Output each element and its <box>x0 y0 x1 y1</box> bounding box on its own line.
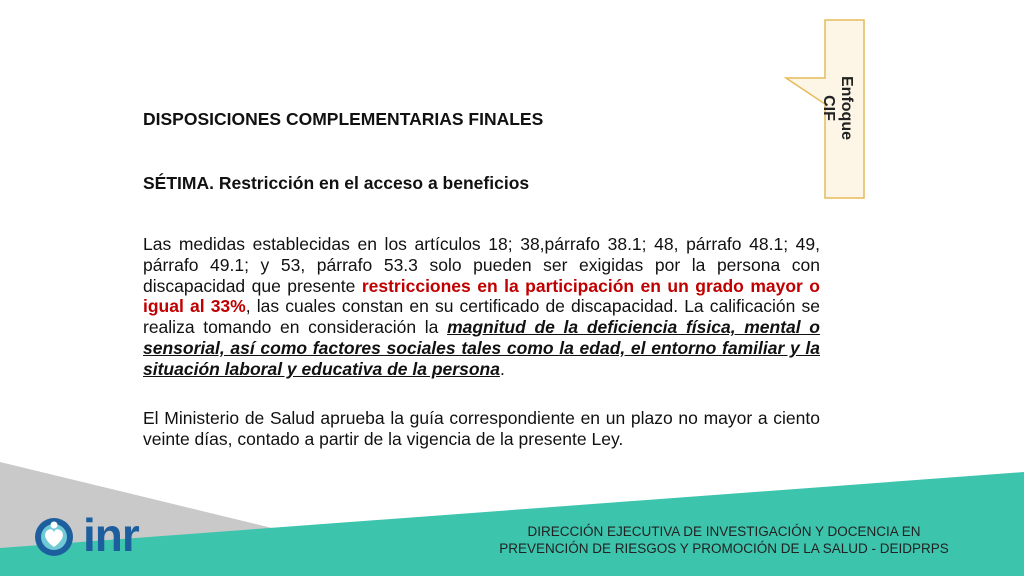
inr-logo-text: inr <box>83 509 139 561</box>
arrow-callout-line-1: Enfoque <box>838 76 855 140</box>
footer-line-2: PREVENCIÓN DE RIESGOS Y PROMOCIÓN DE LA SALUD - DEIDPRPS <box>499 541 949 556</box>
paragraph-1-text-a: Las medidas establecidas en los artículos 18; 38,párrafo 38.1; 48, párrafo 48.1; 49, párrafo 49.1; y 53, párrafo 53.3 solo pueden ser exigidas por la persona con discapacidad que presente <box>143 234 820 296</box>
footer-line-1: DIRECCIÓN EJECUTIVA DE INVESTIGACIÓN Y DOCENCIA EN <box>527 524 921 539</box>
paragraph-1-emphasis: magnitud de la deficiencia física, mental o sensorial, así como factores sociales tales como la edad, el entorno familiar y la situación laboral y educativa de la persona <box>143 317 820 379</box>
heart-figure-icon <box>35 518 73 556</box>
slide-subtitle: SÉTIMA. Restricción en el acceso a beneficios <box>143 173 530 193</box>
paragraph-1-text-c: . <box>499 358 505 379</box>
footer-institution-name <box>464 523 984 557</box>
paragraph-1-highlight: restricciones en la participación en un grado mayor o igual al 33% <box>143 275 820 317</box>
body-paragraph-1 <box>143 234 820 380</box>
arrow-callout-line-2: CIF <box>820 95 837 121</box>
slide-title: DISPOSICIONES COMPLEMENTARIAS FINALES <box>143 109 544 129</box>
arrow-callout-label <box>787 58 887 158</box>
paragraph-1-text-b: , las cuales constan en su certificado de discapacidad. La calificación se realiza tomando en consideración la <box>143 296 820 338</box>
body-paragraph-2: El Ministerio de Salud aprueba la guía correspondiente en un plazo no mayor a ciento veinte días, contado a partir de la vigencia de la presente Ley. <box>143 408 820 449</box>
